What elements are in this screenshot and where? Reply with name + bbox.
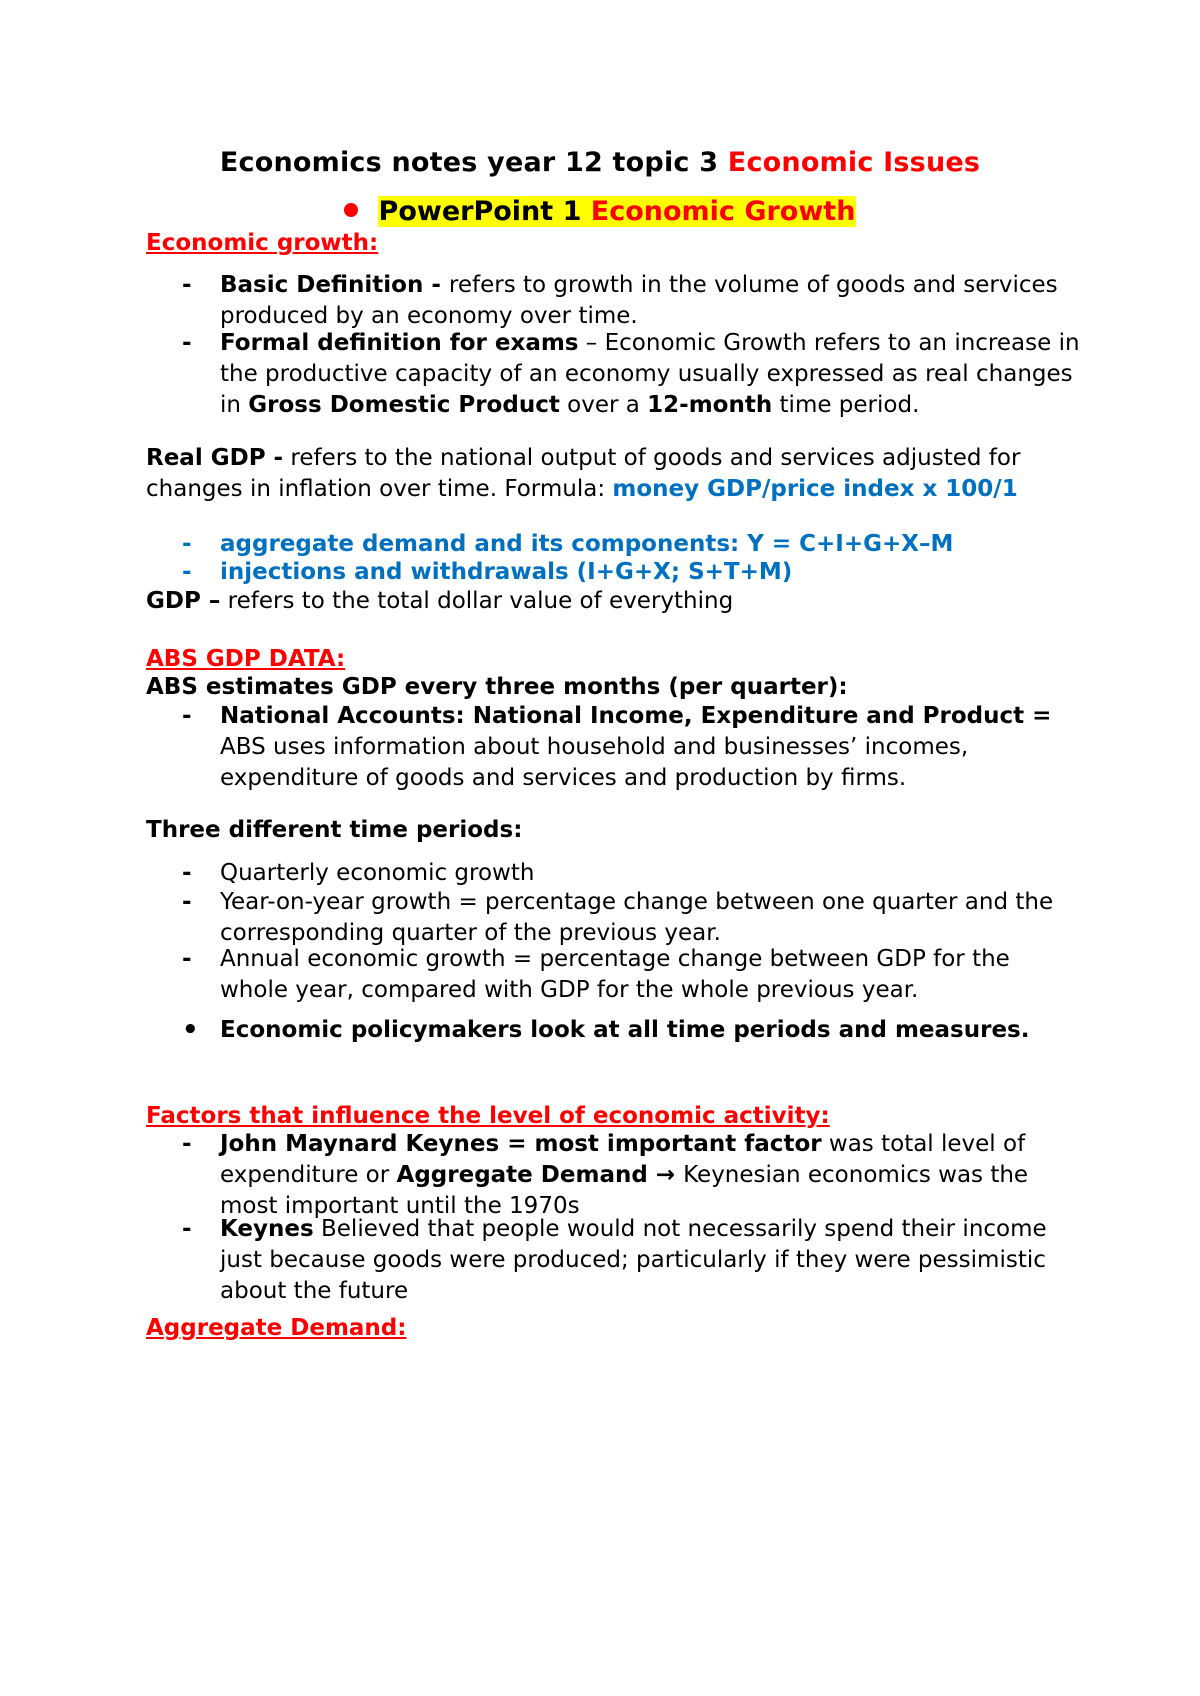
list-item-quarterly: - Quarterly economic growth (182, 860, 535, 886)
time-periods-label: Three different time periods: (146, 817, 523, 843)
list-item-annual: - Annual economic growth = percentage change between GDP for the whole year, compared with GDP for the whole previous year. (182, 946, 1010, 1003)
section-heading-factors: Factors that influence the level of economic activity: (146, 1103, 830, 1129)
page-title: Economics notes year 12 topic 3 Economic Issues (219, 147, 981, 178)
list-item-aggregate-demand: - aggregate demand and its components: Y = C+I+G+X–M (182, 531, 954, 557)
section-heading-abs-gdp-data: ABS GDP DATA: (146, 646, 346, 672)
list-item-keynes-factor: - John Maynard Keynes = most important factor was total level of expenditure or Aggregate Demand → Keynesian economics was the most important until the 1970s (182, 1131, 1029, 1219)
list-item-injections: - injections and withdrawals (I+G+X; S+T+M) (182, 559, 793, 585)
list-item-formal-definition: - Formal definition for exams – Economic Growth refers to an increase in the productive capacity of an economy usually expressed as real changes in Gross Domestic Product over a 12-month time period. (182, 330, 1080, 418)
list-item-keynes-belief: - Keynes Believed that people would not necessarily spend their income just because goods were produced; particularly if they were pessimistic about the future (182, 1216, 1047, 1304)
list-item-national-accounts: - National Accounts: National Income, Expenditure and Product = ABS uses information about household and businesses’ incomes, expenditure of goods and services and production by firms. (182, 703, 1052, 791)
real-gdp-paragraph: Real GDP - refers to the national output of goods and services adjusted for changes in inflation over time. Formula: money GDP/price index x 100/1 (146, 445, 1021, 502)
gdp-paragraph: GDP – refers to the total dollar value of everything (146, 588, 734, 614)
section-heading-aggregate-demand: Aggregate Demand: (146, 1315, 407, 1341)
abs-estimates-text: ABS estimates GDP every three months (per quarter): (146, 674, 848, 700)
page-subtitle (0, 195, 1200, 229)
highlighted-subtitle: PowerPoint 1 Economic Growth (378, 196, 856, 227)
section-heading-economic-growth: Economic growth: (146, 230, 379, 256)
list-item-year-on-year: - Year-on-year growth = percentage change between one quarter and the corresponding quarter of the previous year. (182, 889, 1054, 946)
arrow-right-icon: → (647, 1162, 684, 1188)
list-item-policymakers: • Economic policymakers look at all time periods and measures. (182, 1015, 1030, 1045)
list-item-basic-definition: - Basic Definition - refers to growth in the volume of goods and services produced by an economy over time. (182, 272, 1058, 329)
red-bullet-icon (344, 203, 358, 217)
